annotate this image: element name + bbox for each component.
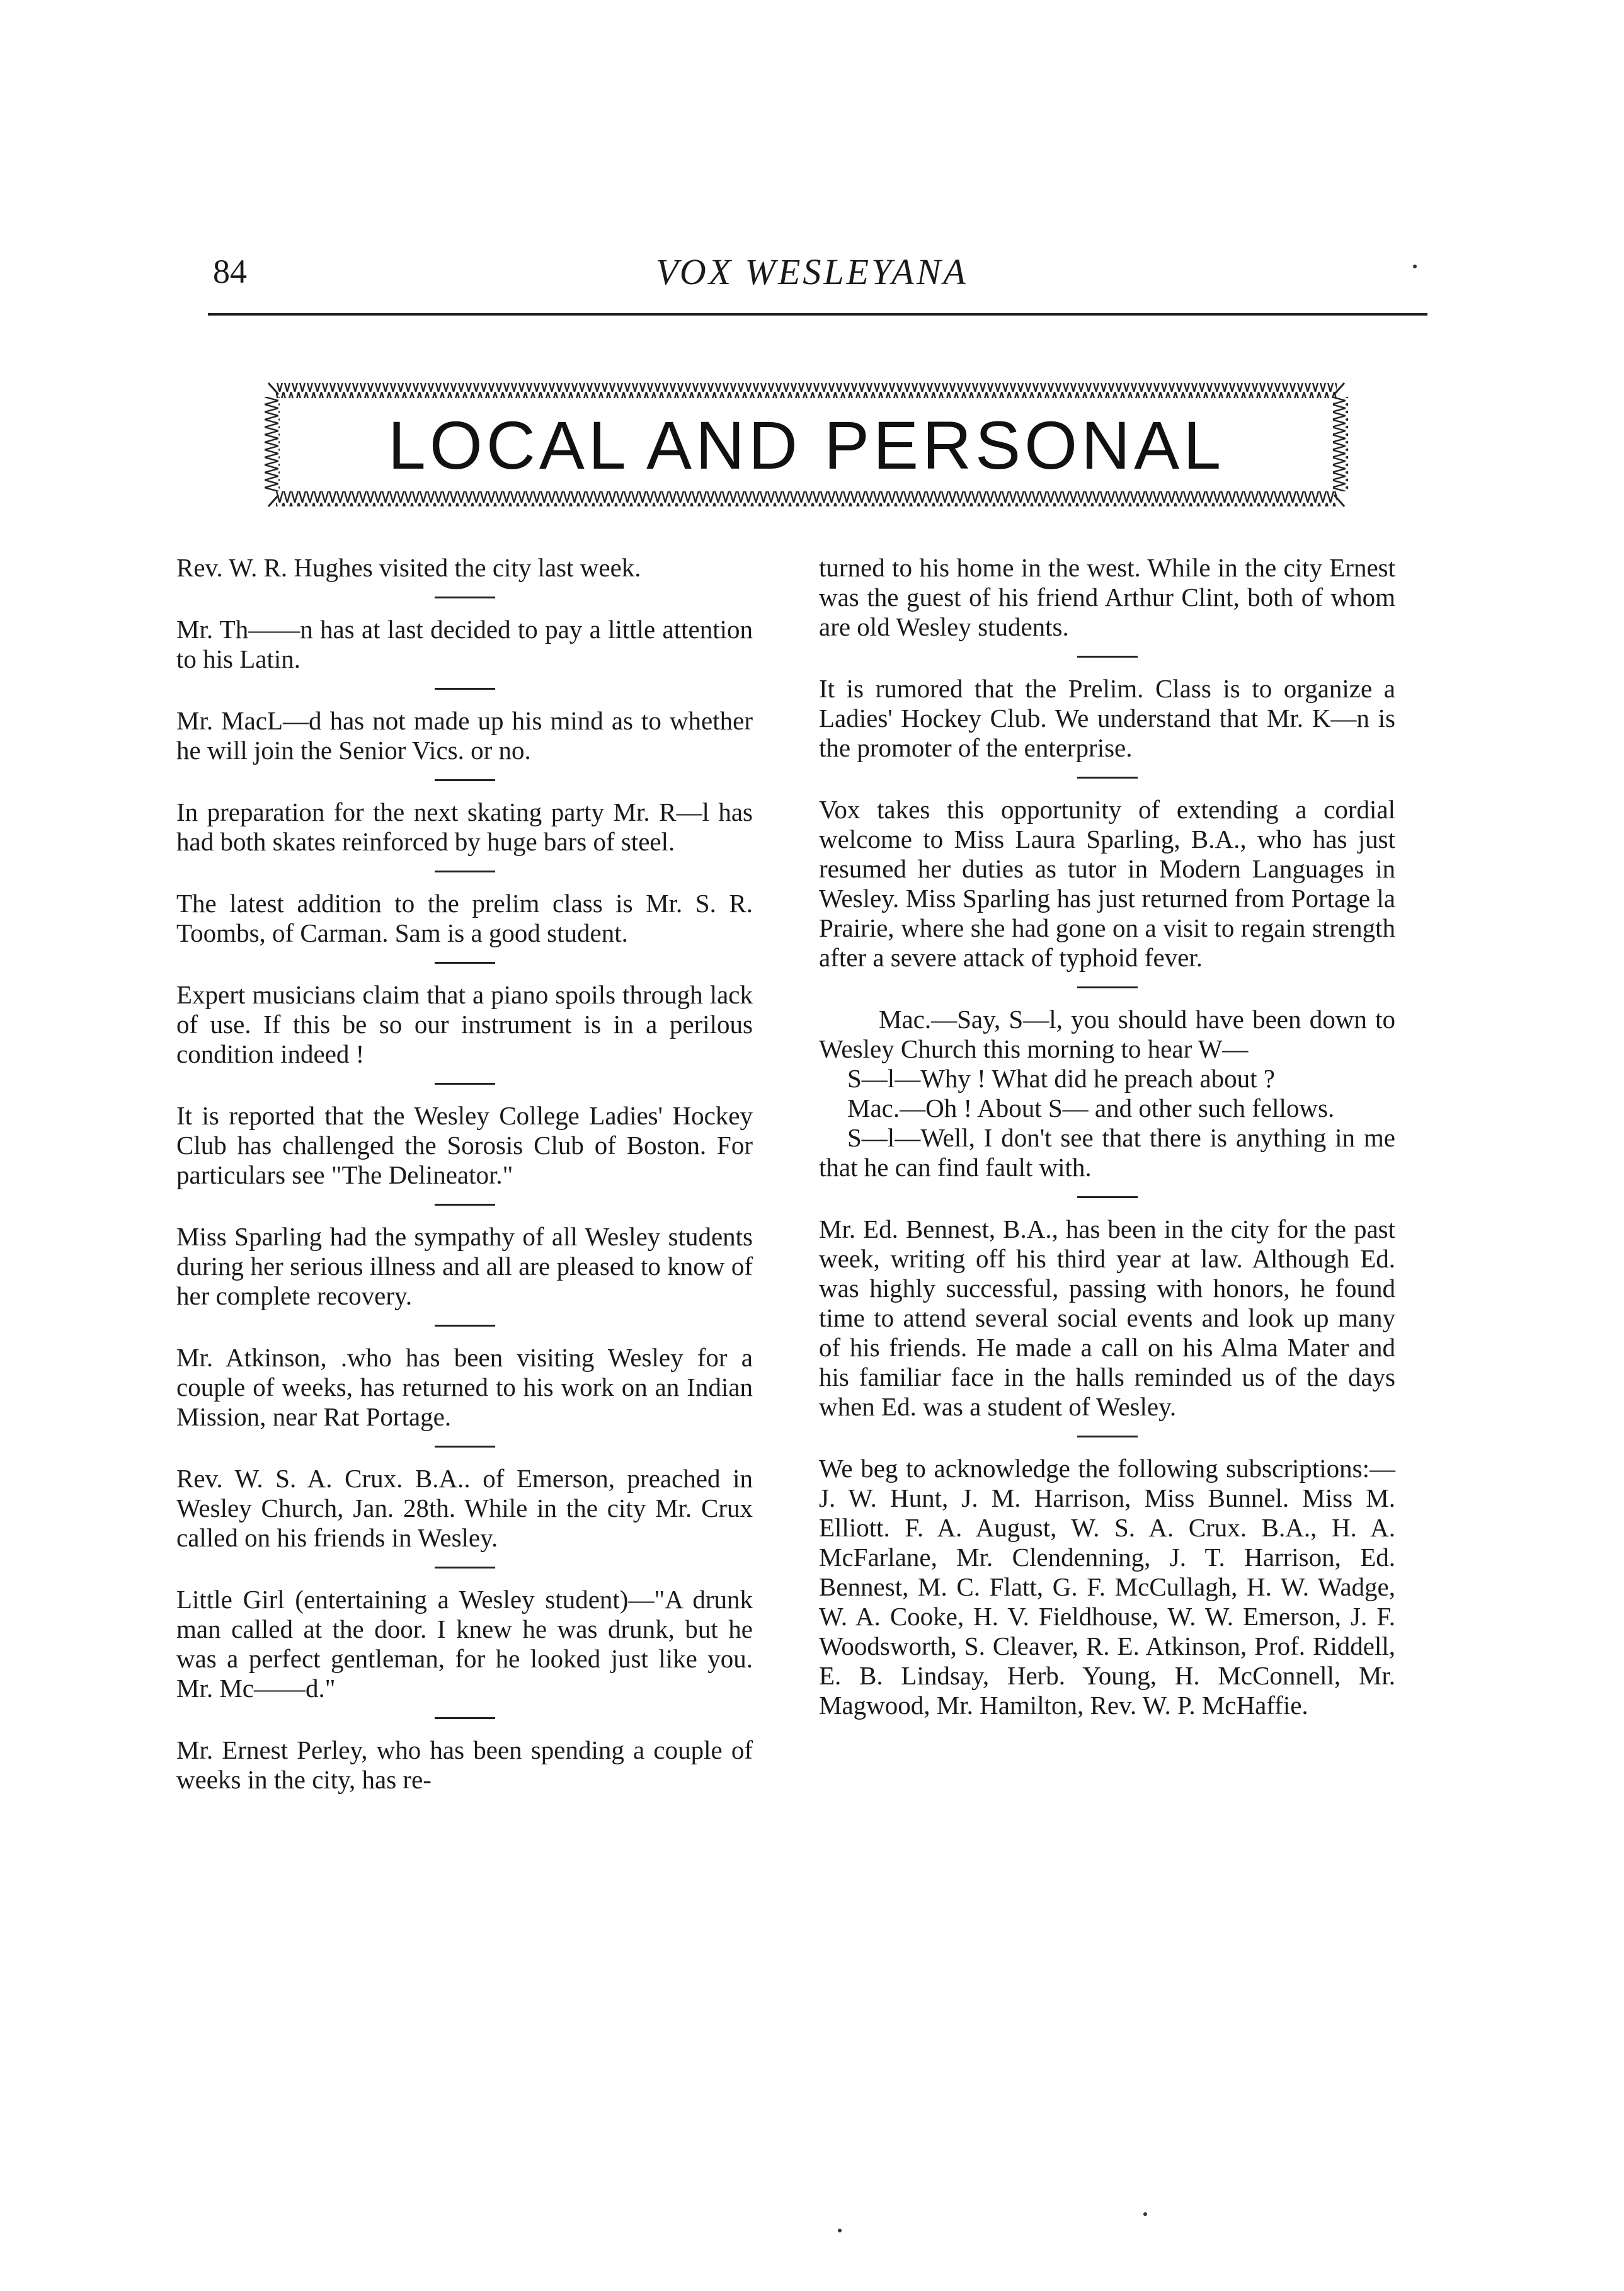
news-item: It is rumored that the Prelim. Class is to organize a Ladies' Hockey Club. We understand that Mr. K—n is the promoter of the enterprise.	[819, 674, 1395, 762]
dialogue-line: S—l—Why ! What did he preach about ?	[847, 1064, 1275, 1093]
news-item: Expert musicians claim that a piano spoils through lack of use. If this be so our instrument is in a perilous condition indeed !	[176, 980, 753, 1068]
item-separator	[435, 1446, 495, 1448]
print-speck	[1143, 2212, 1147, 2216]
section-title: LOCAL AND PERSONAL	[387, 407, 1225, 483]
section-banner	[265, 378, 1348, 511]
item-separator	[435, 597, 495, 598]
news-item: We beg to acknowledge the following subscriptions:—J. W. Hunt, J. M. Harrison, Miss Bunnel. Miss M. Elliott. F. A. August, W. S. A. Crux. B.A., H. A. McFarlane, Mr. Clendenning, J. T. Harrison, Ed. Bennest, M. C. Flatt, G. F. McCullagh, H. W. Wadge, W. A. Cooke, H. V. Fieldhouse, W. W. Emerson, J. F. Woodsworth, S. Cleaver, R. E. Atkinson, Prof. Riddell, E. B. Lindsay, Herb. Young, H. McConnell, Mr. Magwood, Mr. Hamilton, Rev. W. P. McHaffie.	[819, 1454, 1395, 1720]
news-item: Mr. Atkinson, .who has been visiting Wesley for a couple of weeks, has returned to his work on an Indian Mission, near Rat Portage.	[176, 1343, 753, 1431]
item-separator	[1077, 656, 1138, 658]
left-column	[176, 553, 753, 1795]
item-separator	[435, 688, 495, 690]
news-item: Mr. Ernest Perley, who has been spending a couple of weeks in the city, has re-	[176, 1735, 753, 1794]
news-item: turned to his home in the west. While in the city Ernest was the guest of his friend Arthur Clint, both of whom are old Wesley students.	[819, 553, 1395, 641]
news-item: Mr. MacL—d has not made up his mind as to whether he will join the Senior Vics. or no.	[176, 706, 753, 765]
item-separator	[435, 1325, 495, 1327]
page-number: 84	[213, 253, 247, 290]
item-separator	[435, 871, 495, 872]
news-item: Vox takes this opportunity of extending a cordial welcome to Miss Laura Sparling, B.A., who has just resumed her duties as tutor in Modern Languages in Wesley. Miss Sparling has just returned from Portage la Prairie, where she had gone on a visit to regain strength after a severe attack of typhoid fever.	[819, 795, 1395, 972]
right-column	[819, 553, 1395, 1720]
item-separator	[435, 1083, 495, 1085]
dialogue-line: Mac.—Oh ! About S— and other such fellows.	[847, 1094, 1335, 1123]
item-separator	[435, 779, 495, 781]
print-speck	[838, 2229, 842, 2232]
news-item: In preparation for the next skating party Mr. R—l has had both skates reinforced by huge bars of steel.	[176, 797, 753, 856]
item-separator	[1077, 777, 1138, 779]
item-separator	[1077, 1196, 1138, 1198]
news-item: The latest addition to the prelim class is Mr. S. R. Toombs, of Carman. Sam is a good student.	[176, 889, 753, 947]
news-item: Mr. Th——n has at last decided to pay a little attention to his Latin.	[176, 615, 753, 673]
item-separator	[435, 1567, 495, 1568]
dialogue-line: Mac.—Say, S—l, you should have been down to Wesley Church this morning to hear W—	[819, 1005, 1395, 1063]
item-separator	[1077, 1436, 1138, 1437]
dialogue-line: S—l—Well, I don't see that there is anything in me that he can find fault with.	[819, 1123, 1395, 1182]
news-item: It is reported that the Wesley College Ladies' Hockey Club has challenged the Sorosis Club of Boston. For particulars see "The Delineator."	[176, 1101, 753, 1189]
news-item: Miss Sparling had the sympathy of all Wesley students during her serious illness and all are pleased to know of her complete recovery.	[176, 1222, 753, 1310]
item-separator	[435, 962, 495, 964]
news-item: Little Girl (entertaining a Wesley student)—"A drunk man called at the door. I knew he was drunk, but he was a perfect gentleman, for he looked just like you. Mr. Mc——d."	[176, 1585, 753, 1703]
header-speck	[1413, 265, 1417, 268]
item-separator	[435, 1204, 495, 1206]
dialogue-block	[819, 1005, 1395, 1182]
item-separator	[1077, 986, 1138, 988]
running-title: VOX WESLEYANA	[656, 251, 968, 292]
news-item: Rev. W. S. A. Crux. B.A.. of Emerson, preached in Wesley Church, Jan. 28th. While in the city Mr. Crux called on his friends in Wesley.	[176, 1464, 753, 1552]
header-rule	[208, 313, 1427, 316]
news-item: Rev. W. R. Hughes visited the city last week.	[176, 553, 641, 582]
item-separator	[435, 1717, 495, 1719]
news-item: Mr. Ed. Bennest, B.A., has been in the city for the past week, writing off his third year at law. Although Ed. was highly successful, passing with honors, he found time to attend several social events and look up many of his friends. He made a call on his Alma Mater and his familiar face in the halls reminded us of the days when Ed. was a student of Wesley.	[819, 1214, 1395, 1421]
